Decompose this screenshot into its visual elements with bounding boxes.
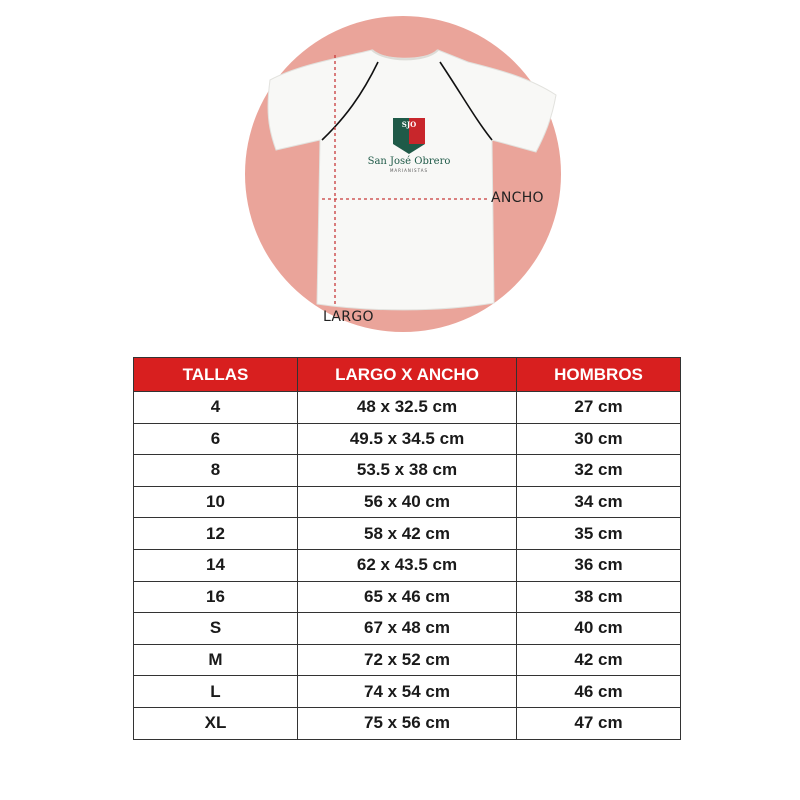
cell-talla: 10 <box>134 486 298 518</box>
table-row <box>134 676 681 708</box>
cell-hombros: 30 cm <box>517 423 681 455</box>
cell-medida: 56 x 40 cm <box>298 486 517 518</box>
table-row <box>134 707 681 739</box>
cell-talla: M <box>134 644 298 676</box>
largo-label: LARGO <box>323 309 374 325</box>
cell-talla: XL <box>134 707 298 739</box>
cell-hombros: 35 cm <box>517 518 681 550</box>
cell-medida: 72 x 52 cm <box>298 644 517 676</box>
header-hombros: HOMBROS <box>517 358 681 392</box>
logo-subtitle: MARIANISTAS <box>389 168 429 173</box>
cell-hombros: 40 cm <box>517 613 681 645</box>
cell-talla: 14 <box>134 549 298 581</box>
cell-hombros: 47 cm <box>517 707 681 739</box>
cell-medida: 53.5 x 38 cm <box>298 455 517 487</box>
cell-hombros: 36 cm <box>517 549 681 581</box>
table-row <box>134 644 681 676</box>
tshirt-illustration <box>0 0 800 340</box>
table-row <box>134 486 681 518</box>
cell-medida: 65 x 46 cm <box>298 581 517 613</box>
table-row <box>134 549 681 581</box>
table-row <box>134 518 681 550</box>
cell-hombros: 46 cm <box>517 676 681 708</box>
cell-medida: 67 x 48 cm <box>298 613 517 645</box>
table-row <box>134 455 681 487</box>
size-table <box>133 357 681 740</box>
ancho-label: ANCHO <box>491 190 544 206</box>
cell-hombros: 42 cm <box>517 644 681 676</box>
cell-hombros: 27 cm <box>517 392 681 424</box>
cell-talla: 6 <box>134 423 298 455</box>
cell-medida: 49.5 x 34.5 cm <box>298 423 517 455</box>
cell-medida: 74 x 54 cm <box>298 676 517 708</box>
table-row <box>134 423 681 455</box>
table-header-row <box>134 358 681 392</box>
tshirt-figure <box>0 0 800 340</box>
cell-medida: 75 x 56 cm <box>298 707 517 739</box>
logo-initials: SJO <box>401 120 417 129</box>
cell-medida: 48 x 32.5 cm <box>298 392 517 424</box>
table-row <box>134 613 681 645</box>
table-row <box>134 392 681 424</box>
cell-talla: 16 <box>134 581 298 613</box>
cell-medida: 62 x 43.5 cm <box>298 549 517 581</box>
cell-hombros: 38 cm <box>517 581 681 613</box>
cell-hombros: 32 cm <box>517 455 681 487</box>
cell-talla: S <box>134 613 298 645</box>
cell-talla: 12 <box>134 518 298 550</box>
cell-hombros: 34 cm <box>517 486 681 518</box>
cell-talla: 8 <box>134 455 298 487</box>
header-tallas: TALLAS <box>134 358 298 392</box>
logo-name: San José Obrero <box>367 156 451 167</box>
table-row <box>134 581 681 613</box>
cell-talla: L <box>134 676 298 708</box>
cell-medida: 58 x 42 cm <box>298 518 517 550</box>
header-largo-ancho: LARGO X ANCHO <box>298 358 517 392</box>
cell-talla: 4 <box>134 392 298 424</box>
